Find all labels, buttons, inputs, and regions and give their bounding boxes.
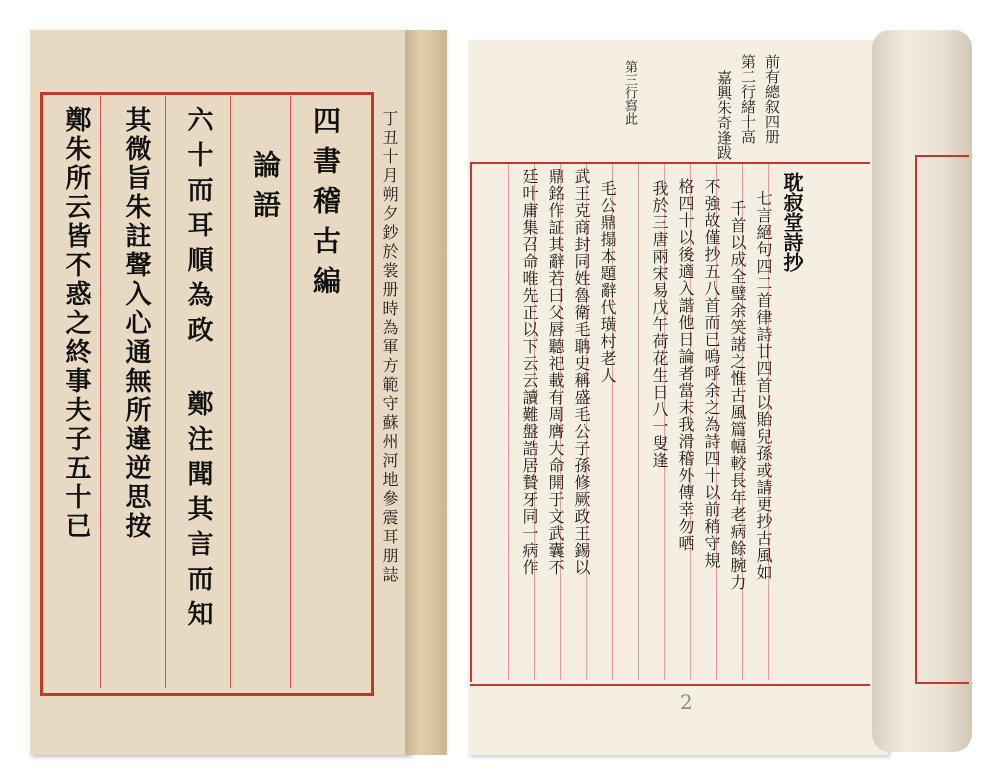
text-column: 毛公鼎搨本題辭代璜村老人 [598, 180, 617, 384]
column-rule [290, 96, 291, 688]
text-column: 廷叶庸集召命唯先正以下云云讀難盤誥居贄牙同一病作 [520, 168, 539, 576]
left-book-spine [405, 30, 447, 755]
text-column: 我於三唐兩宋易戊午荷花生日八一叟逢 [650, 180, 669, 469]
text-column: 七言絕句四二首律詩廿四首以貽兒孫或請更抄古風如 [754, 190, 773, 581]
section-heading: 論語 [249, 150, 282, 230]
text-column: 鄭朱所云皆不惑之終事夫子五十已 [61, 106, 91, 541]
page-number: 2 [680, 690, 693, 714]
rolled-sheet-border [915, 155, 969, 684]
text-column: 千首以成全璧余笑諾之惟古風篇幅較長年老病餘腕力 [728, 200, 747, 591]
column-rule [100, 96, 101, 688]
book-title: 四書稽古編 [309, 106, 342, 306]
column-rule [165, 96, 166, 688]
text-column: 鄭注聞其言而知 [183, 390, 213, 635]
margin-note: 前有總叙四册 [763, 54, 781, 144]
margin-note: 第三行寫此 [622, 60, 637, 125]
text-column: 六十而耳順為政 [183, 106, 213, 351]
colophon-note: 丁丑十月朔夕鈔於裳册時為軍方範守蘇州河地參震耳朋誌 [380, 110, 399, 585]
text-column: 不強故僅抄五八首而已嗚呼余之為詩四十以前稍守規 [702, 178, 721, 569]
column-rule [230, 96, 231, 688]
text-column: 其微旨朱註聲入心通無所違逆思按 [121, 106, 151, 541]
text-column: 鼎銘作証其辭若曰父唇聽祀載有周膺大命開于文武囊不 [546, 168, 565, 576]
poem-collection-title: 耽寂堂詩抄 [780, 172, 804, 272]
margin-note: 第二行緒十高 [739, 54, 757, 144]
column-rule [638, 164, 639, 680]
right-page-border-left [470, 162, 472, 682]
text-column: 格四十以後適入諧他日論者當末我滑稽外傳幸勿哂 [676, 178, 695, 552]
column-rule [508, 164, 509, 680]
margin-note: 嘉興朱奇逢跋 [715, 70, 733, 160]
text-column: 武王克商封同姓魯衛毛聃史稱盛毛公子孫修厥政王錫以 [572, 168, 591, 576]
